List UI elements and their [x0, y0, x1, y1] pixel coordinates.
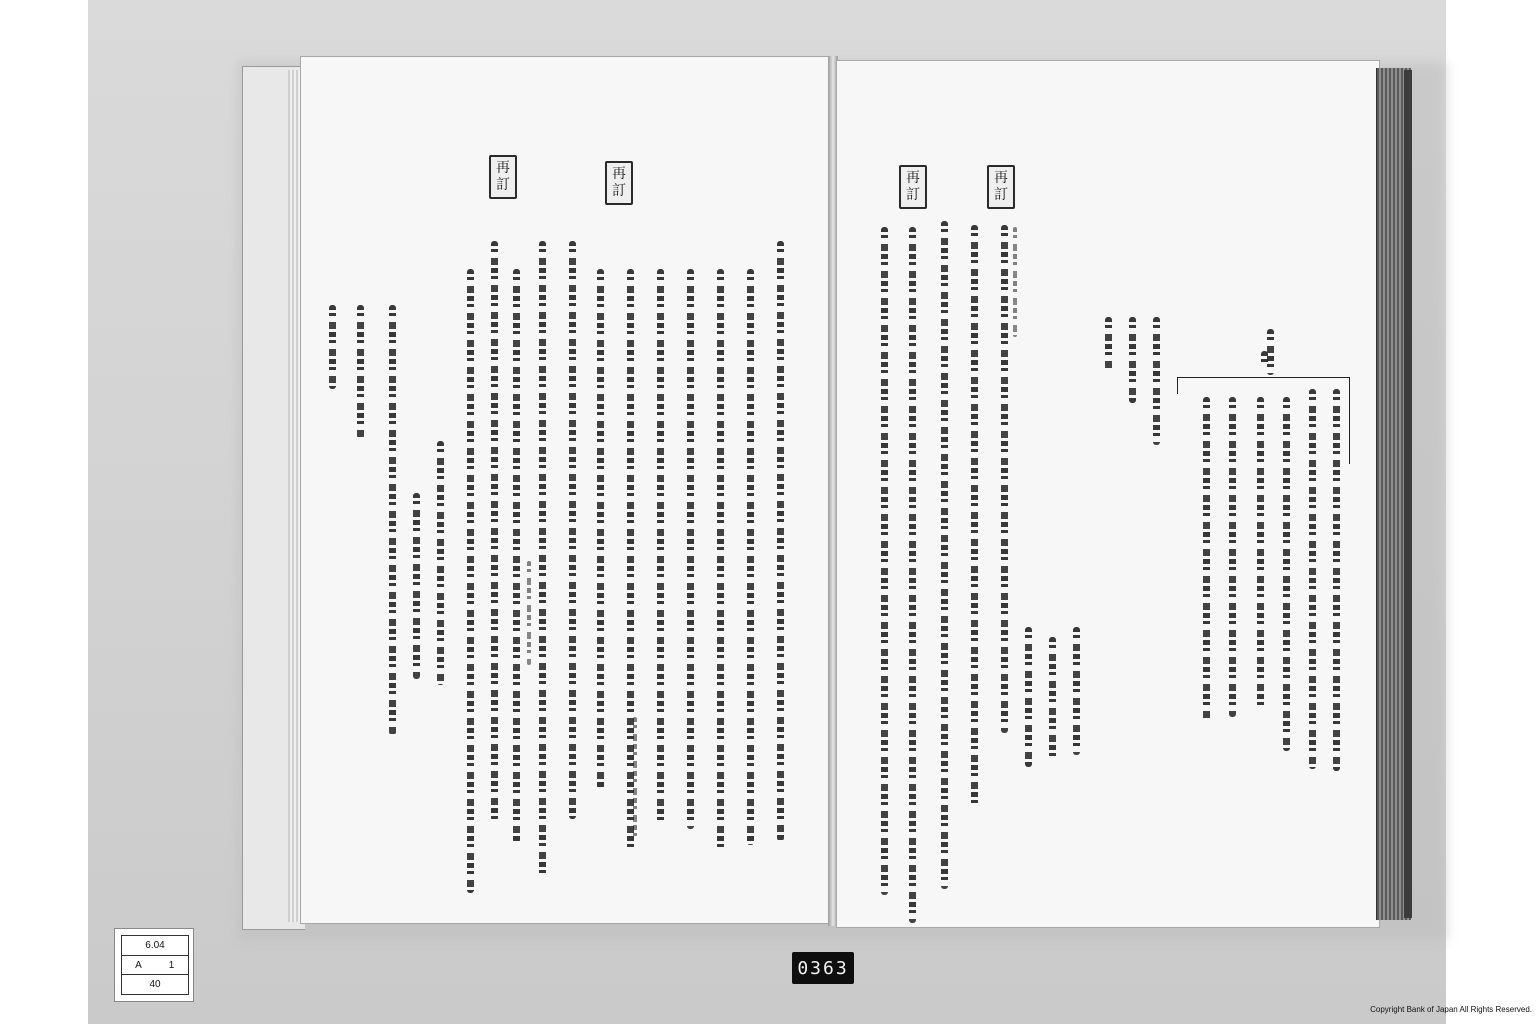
- handwritten-column: [1049, 637, 1056, 761]
- saitei-stamp: 再 訂: [987, 165, 1015, 209]
- archive-label-series: A 1: [122, 955, 188, 975]
- handwritten-column: [777, 241, 784, 841]
- handwritten-column: [941, 221, 948, 889]
- saitei-stamp: 再 訂: [605, 161, 633, 205]
- handwritten-column: [909, 227, 916, 923]
- handwritten-column: [1257, 397, 1264, 711]
- handwritten-column: [357, 305, 364, 439]
- annotation-column: [633, 717, 637, 837]
- handwritten-column: [971, 225, 978, 809]
- handwritten-column: [1203, 397, 1210, 721]
- right-page: [836, 60, 1380, 928]
- handwritten-column: [1153, 317, 1160, 445]
- handwritten-column: [1025, 627, 1032, 767]
- handwritten-column: [1267, 329, 1274, 375]
- bracket-mark: [1177, 377, 1188, 394]
- annotation-column: [1013, 227, 1017, 337]
- saitei-stamp: 再 訂: [489, 155, 517, 199]
- handwritten-column: [467, 269, 474, 893]
- copyright-notice: Copyright Bank of Japan All Rights Reserved.: [1370, 1005, 1532, 1014]
- handwritten-column: [513, 269, 520, 843]
- handwritten-column: [1229, 397, 1236, 717]
- handwritten-column: [597, 269, 604, 789]
- handwritten-column: [437, 441, 444, 685]
- handwritten-column: [747, 269, 754, 845]
- handwritten-column: [1309, 389, 1316, 769]
- handwritten-column: [717, 269, 724, 849]
- handwritten-column: [881, 227, 888, 895]
- handwritten-column: [329, 305, 336, 389]
- archive-label-number: 40: [122, 974, 188, 994]
- handwritten-column: [1073, 627, 1080, 755]
- handwritten-column: [1129, 317, 1136, 403]
- frame-number: 0363: [792, 952, 854, 984]
- circle-mark: [1261, 351, 1268, 365]
- handwritten-column: [389, 305, 396, 735]
- handwritten-column: [657, 269, 664, 825]
- handwritten-column: [1105, 317, 1112, 371]
- archive-label: [114, 928, 194, 1002]
- archive-label-code: 6.04: [145, 939, 165, 951]
- handwritten-column: [1001, 225, 1008, 733]
- saitei-stamp: 再 訂: [899, 165, 927, 209]
- handwritten-column: [491, 241, 498, 821]
- right-cover: [1404, 70, 1412, 918]
- annotation-column: [527, 561, 531, 665]
- handwritten-column: [413, 493, 420, 679]
- handwritten-column: [539, 241, 546, 877]
- handwritten-column: [687, 269, 694, 829]
- handwritten-column: [1333, 389, 1340, 771]
- handwritten-column: [1283, 397, 1290, 751]
- left-page: [300, 56, 832, 924]
- handwritten-column: [569, 241, 576, 819]
